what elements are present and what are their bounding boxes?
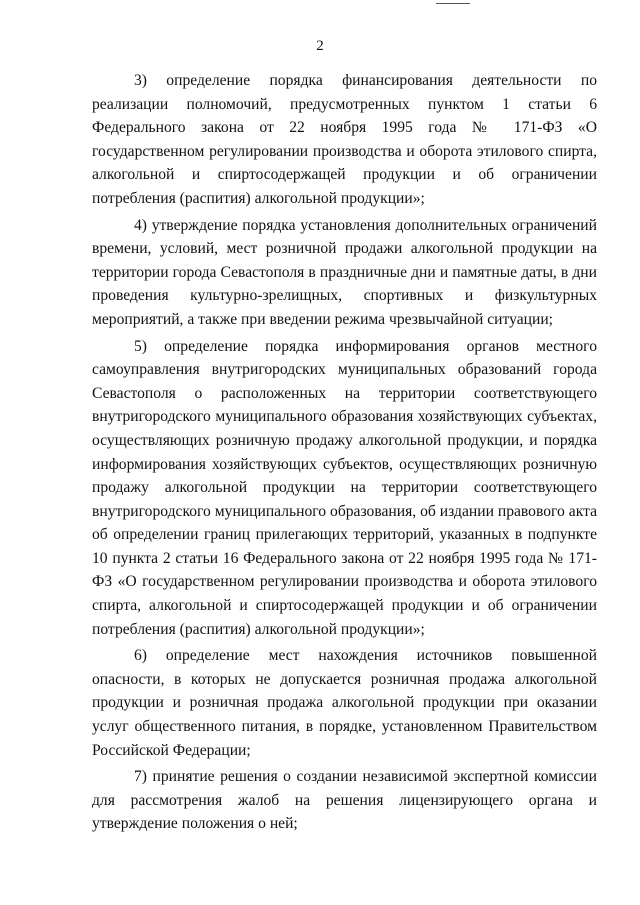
- page-number: 2: [316, 38, 324, 54]
- paragraph-item-7: 7) принятие решения о создании независимой экспертной комиссии для рассмотрения жалоб на решения лицензирующего органа и утверждение положения о ней;: [92, 768, 597, 833]
- paragraph-item-3: 3) определение порядка финансирования деятельности по реализации полномочий, предусмотренных пунктом 1 статьи 6 Федерального закона от 22 ноября 1995 года № 171-ФЗ «О государственном регулировании производства и оборота этилового спирта, алкогольной и спиртосодержащей продукции и об ограничении потребления (распития) алкогольной продукции»;: [92, 72, 597, 207]
- paragraph-item-5: 5) определение порядка информирования органов местного самоуправления внутригородских муниципальных образований города Севастополя о расположенных на территории соответствующего внутригородского муниципального образования хозяйствующих субъектах, осуществляющих розничную продажу алкогольной продукции, и порядка информирования хозяйствующих субъектов, осуществляющих розничную продажу алкогольной продукции на территории соответствующего внутригородского муниципального образования, об издании правового акта об определении границ прилегающих территорий, указанных в подпункте 10 пункта 2 статьи 16 Федерального закона от 22 ноября 1995 года № 171-ФЗ «О государственном регулировании производства и оборота этилового спирта, алкогольной и спиртосодержащей продукции и об ограничении потребления (распития) алкогольной продукции»;: [92, 337, 597, 638]
- scan-artifact-line: [436, 3, 470, 4]
- document-body: [92, 69, 597, 839]
- paragraph-item-4: 4) утверждение порядка установления дополнительных ограничений времени, условий, мест розничной продажи алкогольной продукции на территории города Севастополя в праздничные дни и памятные даты, в дни проведения культурно-зрелищных, спортивных и физкультурных мероприятий, а также при введении режима чрезвычайной ситуации;: [92, 216, 597, 328]
- paragraph-item-6: 6) определение мест нахождения источников повышенной опасности, в которых не допускается розничная продажа алкогольной продукции и розничная продажа алкогольной продукции при оказании услуг общественного питания, в порядке, установленном Правительством Российской Федерации;: [92, 647, 597, 759]
